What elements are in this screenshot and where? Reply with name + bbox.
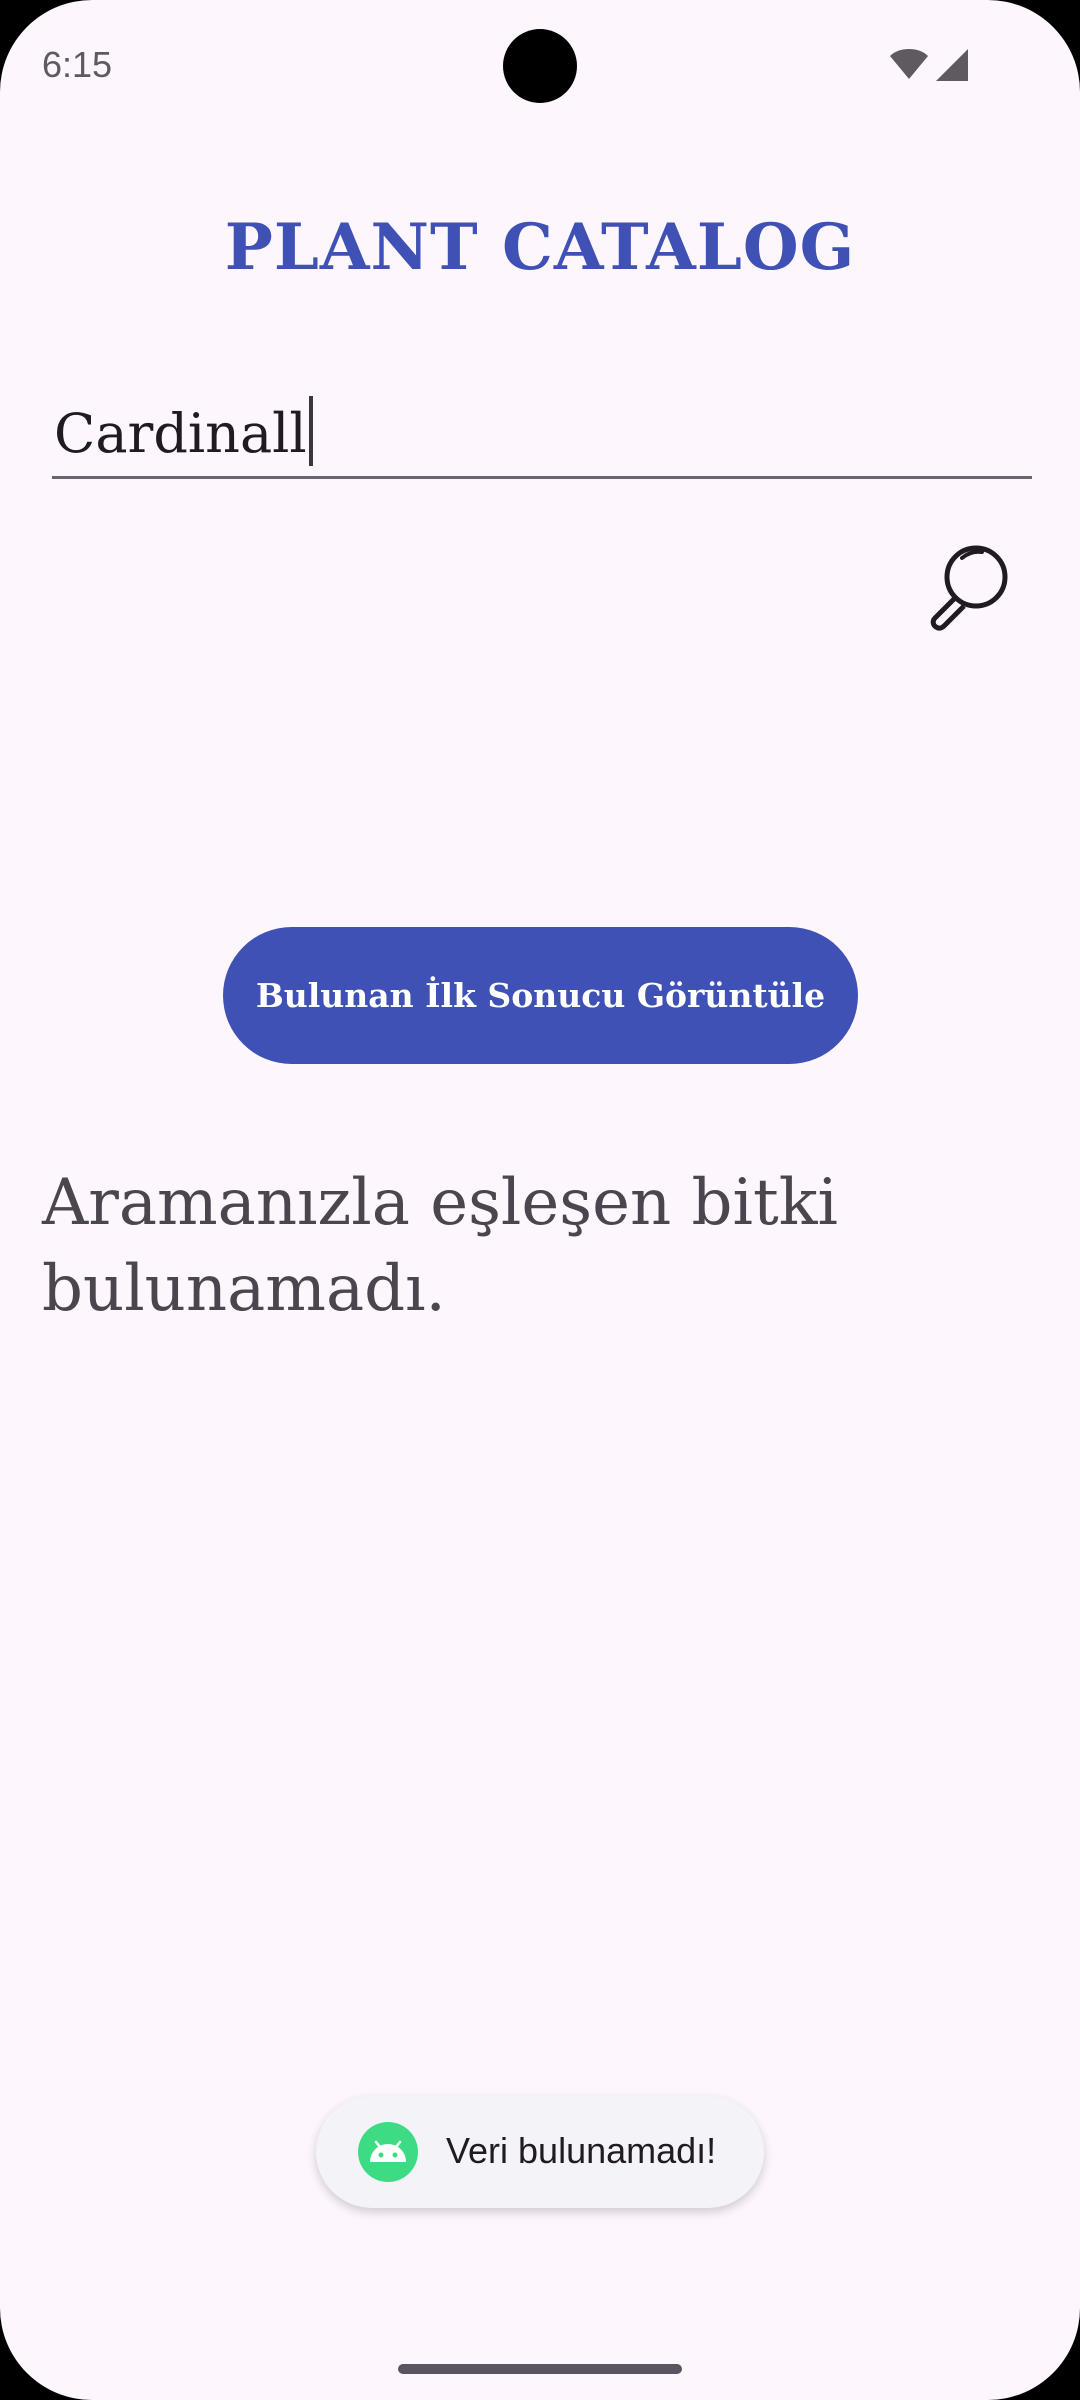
front-camera-cutout	[503, 29, 577, 103]
android-app-icon	[358, 2122, 418, 2182]
search-input[interactable]	[52, 380, 1032, 479]
status-time: 6:15	[42, 44, 113, 85]
search-button[interactable]	[920, 540, 1016, 636]
search-icon	[920, 540, 1016, 636]
home-indicator[interactable]	[398, 2364, 682, 2374]
search-input-text[interactable]	[54, 396, 313, 466]
page-title: PLANT CATALOG	[224, 210, 856, 285]
toast	[316, 2096, 764, 2208]
no-results-message: Aramanızla eşleşen bitki bulunamadı.	[42, 1166, 838, 1326]
text-cursor	[309, 396, 313, 466]
cellular-signal-icon	[935, 48, 969, 82]
status-bar	[0, 0, 1080, 134]
wifi-icon	[889, 48, 929, 80]
toast-text: Veri bulunamadı!	[446, 2130, 717, 2171]
view-first-result-button[interactable]: Bulunan İlk Sonucu Görüntüle	[223, 927, 858, 1064]
search-input-value: Cardinall	[54, 402, 307, 465]
